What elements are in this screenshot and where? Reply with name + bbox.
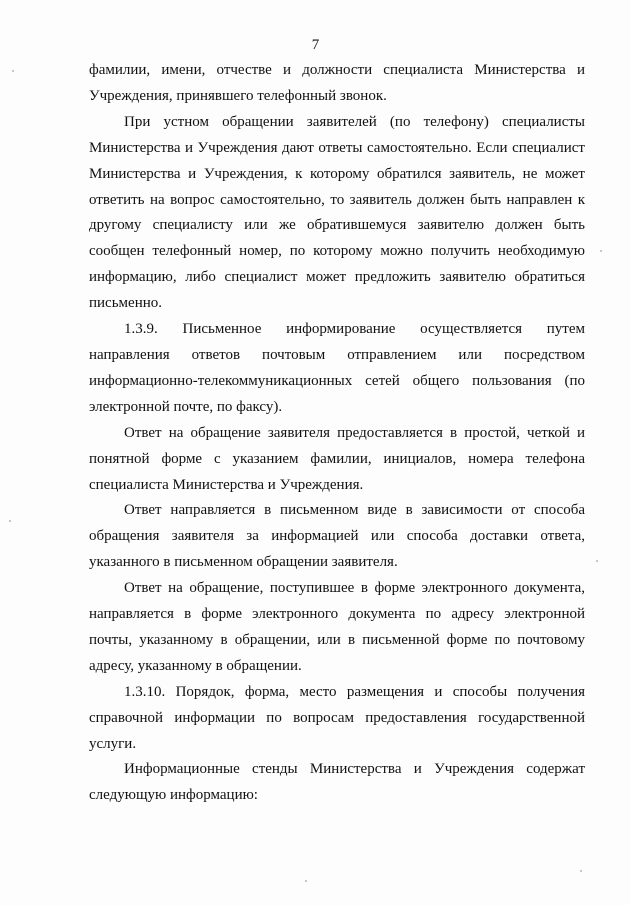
paragraph-continuation: фамилии, имени, отчестве и должности специалиста Министерства и Учреждения, принявшего телефонный звонок.: [89, 62, 585, 104]
scan-speck: [9, 520, 11, 522]
paragraph-1-3-9-written-informing: 1.3.9. Письменное информирование осуществляется путем направления ответов почтовым отправлением или посредством информационно-телекоммуникационных сетей общего пользования (по электронной почте, по факсу).: [89, 321, 585, 415]
paragraph-info-stands: Информационные стенды Министерства и Учреждения содержат следующую информацию:: [89, 761, 585, 804]
scan-speck: [305, 880, 307, 882]
page-number: 7: [311, 37, 320, 53]
body-text: [89, 58, 585, 809]
paragraph-1-3-10-reference-info: 1.3.10. Порядок, форма, место размещения и способы получения справочной информации по вопросам предоставления государственной услуги.: [89, 683, 585, 752]
scan-speck: [12, 70, 14, 72]
paragraph-answer-form: Ответ на обращение заявителя предоставляется в простой, четкой и понятной форме с указанием фамилии, инициалов, номера телефона специалиста Министерства и Учреждения.: [89, 424, 585, 493]
scan-speck: [580, 870, 582, 872]
paragraph-phone-inquiries: При устном обращении заявителей (по телефону) специалисты Министерства и Учреждения дают ответы самостоятельно. Если специалист Министерства и Учреждения, к которому обратился заявитель, не может ответить на вопрос самостоятельно, то заявитель должен быть направлен к другому специалисту или же обратившемуся заявителю должен быть сообщен телефонный номер, по которому можно получить необходимую информацию, либо специалист может предложить заявителю обратиться письменно.: [89, 113, 585, 312]
paragraph-answer-delivery: Ответ направляется в письменном виде в зависимости от способа обращения заявителя за информацией или способа доставки ответа, указанного в письменном обращении заявителя.: [89, 502, 585, 571]
paragraph-electronic-answer: Ответ на обращение, поступившее в форме электронного документа, направляется в форме электронного документа по адресу электронной почты, указанному в обращении, или в письменной форме по почтовому адресу, указанному в обращении.: [89, 580, 585, 674]
scan-speck: [600, 250, 602, 252]
scan-speck: [596, 560, 598, 562]
